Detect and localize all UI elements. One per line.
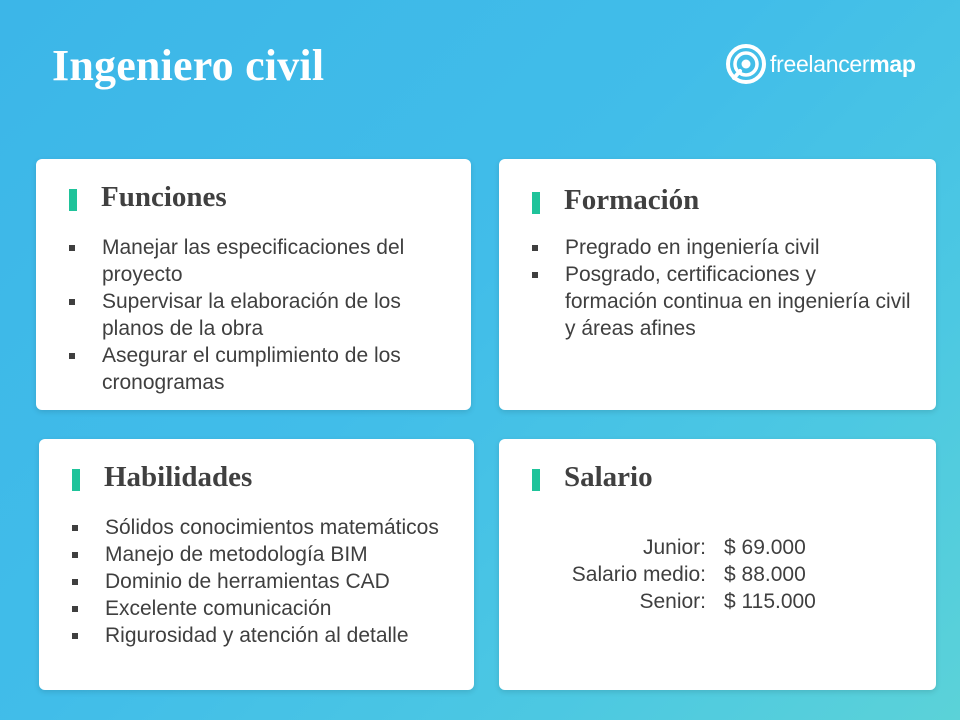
freelancermap-logo[interactable] <box>726 44 916 84</box>
funciones-list <box>69 234 449 396</box>
accent-bar <box>72 469 80 491</box>
logo-text-light: freelancer <box>770 50 870 77</box>
list-item: Manejo de metodología BIM <box>72 541 452 568</box>
salary-label: Junior: <box>642 536 706 559</box>
card-title: Habilidades <box>104 461 253 493</box>
logo-text-bold: map <box>869 50 916 77</box>
accent-bar <box>532 192 540 214</box>
list-item: Dominio de herramientas CAD <box>72 568 452 595</box>
list-item: Manejar las especificaciones del proyecto <box>69 234 449 288</box>
salary-value: $ 115.000 <box>724 590 816 613</box>
funciones-card <box>36 159 471 410</box>
card-title: Salario <box>564 461 653 493</box>
list-item: Posgrado, certificaciones y formación continua en ingeniería civil y áreas afines <box>532 261 912 342</box>
logo-wordmark <box>770 51 916 78</box>
card-title: Formación <box>564 184 700 216</box>
salary-label: Salario medio: <box>571 563 706 586</box>
salary-row-medio <box>499 561 936 588</box>
salary-label: Senior: <box>639 590 706 613</box>
list-item: Asegurar el cumplimiento de los cronogramas <box>69 342 449 396</box>
card-header <box>532 461 653 494</box>
list-item: Rigurosidad y atención al detalle <box>72 622 452 649</box>
salary-table <box>499 534 936 615</box>
salary-row-senior <box>499 588 936 615</box>
habilidades-list <box>72 514 452 649</box>
list-item: Supervisar la elaboración de los planos de la obra <box>69 288 449 342</box>
freelancermap-logo-icon <box>726 44 766 84</box>
salary-row-junior <box>499 534 936 561</box>
card-header <box>532 184 699 217</box>
list-item: Sólidos conocimientos matemáticos <box>72 514 452 541</box>
list-item: Excelente comunicación <box>72 595 452 622</box>
salario-card <box>499 439 936 690</box>
card-title: Funciones <box>101 181 227 213</box>
salary-value: $ 88.000 <box>724 563 806 586</box>
formacion-list <box>532 234 912 342</box>
page-title: Ingeniero civil <box>52 41 325 90</box>
card-header <box>72 461 252 494</box>
card-header <box>69 181 227 214</box>
accent-bar <box>69 189 77 211</box>
salary-value: $ 69.000 <box>724 536 806 559</box>
formacion-card <box>499 159 936 410</box>
list-item: Pregrado en ingeniería civil <box>532 234 912 261</box>
habilidades-card <box>39 439 474 690</box>
accent-bar <box>532 469 540 491</box>
